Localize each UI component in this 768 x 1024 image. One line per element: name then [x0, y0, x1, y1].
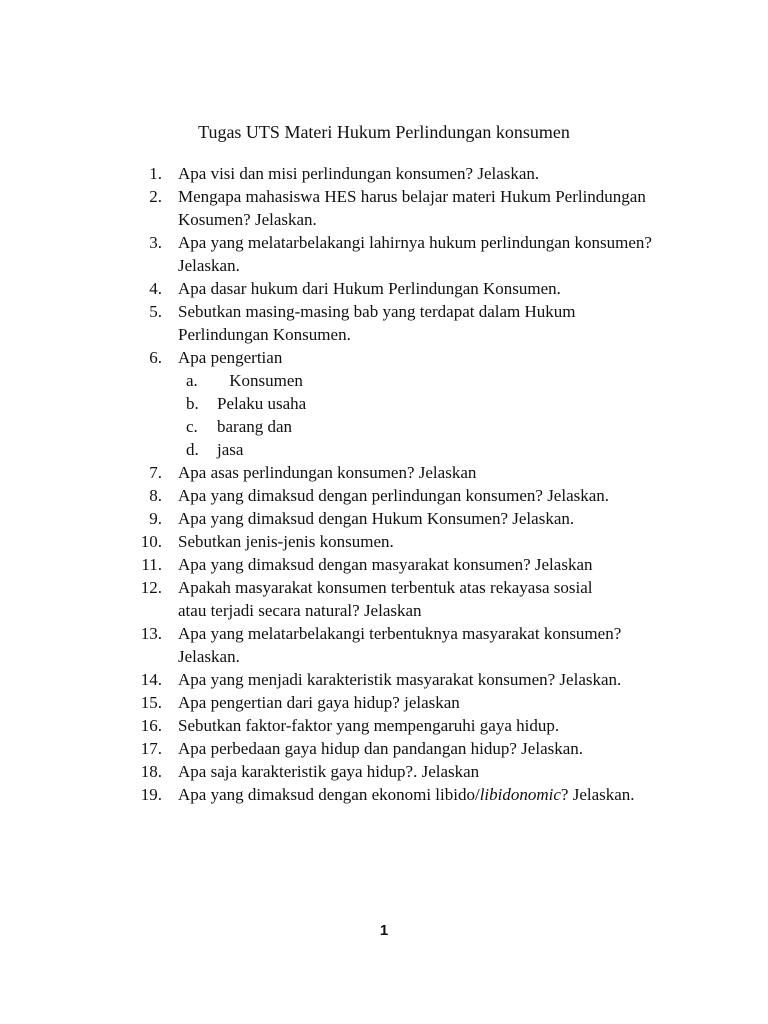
question-text: Mengapa mahasiswa HES harus belajar materi Hukum Perlindungan Kosumen? Jelaskan.	[178, 187, 646, 229]
question-item	[0, 300, 768, 346]
definition-sublist	[186, 369, 768, 461]
question-item	[0, 553, 768, 576]
sublist-text: Konsumen	[225, 371, 303, 390]
sublist-item	[186, 415, 768, 438]
question-item	[0, 185, 768, 231]
question-text	[178, 783, 648, 806]
question-text-part: ? Jelaskan.	[560, 785, 635, 804]
question-number: 15.	[140, 693, 162, 712]
question-number: 3.	[149, 233, 162, 252]
question-text: Apa yang melatarbelakangi terbentuknya masyarakat konsumen? Jelaskan.	[178, 624, 622, 666]
question-number: 16.	[140, 716, 162, 735]
sublist-letter: c.	[186, 417, 198, 436]
question-item	[0, 507, 768, 530]
question-item	[0, 461, 768, 484]
sublist-text: Pelaku usaha	[217, 394, 307, 413]
question-item	[0, 668, 768, 691]
question-list	[0, 162, 768, 806]
question-number: 19.	[140, 785, 162, 804]
question-text: Sebutkan faktor-faktor yang mempengaruhi gaya hidup.	[178, 716, 560, 735]
question-text: Apa dasar hukum dari Hukum Perlindungan Konsumen.	[178, 279, 561, 298]
question-number: 11.	[141, 555, 162, 574]
sublist-text: barang dan	[217, 417, 293, 436]
question-number: 14.	[140, 670, 162, 689]
question-item	[0, 231, 768, 277]
question-number: 2.	[149, 187, 162, 206]
sublist-letter: a.	[186, 371, 198, 390]
question-text: Apa pengertian dari gaya hidup? jelaskan	[178, 693, 460, 712]
question-text: Sebutkan masing-masing bab yang terdapat dalam Hukum Perlindungan Konsumen.	[178, 302, 576, 344]
question-text: Apa yang dimaksud dengan Hukum Konsumen? Jelaskan.	[178, 509, 575, 528]
question-text: Sebutkan jenis-jenis konsumen.	[178, 532, 394, 551]
question-text: Apa pengertian	[178, 348, 283, 367]
question-text: Apa asas perlindungan konsumen? Jelaskan	[178, 463, 477, 482]
sublist-item	[186, 438, 768, 461]
sublist-text: jasa	[217, 440, 244, 459]
question-number: 4.	[149, 279, 162, 298]
question-text: Apakah masyarakat konsumen terbentuk atas rekayasa sosial atau terjadi secara natural? Jelaskan	[178, 578, 593, 620]
document-title: Tugas UTS Materi Hukum Perlindungan konsumen	[198, 122, 570, 142]
question-item	[0, 576, 768, 622]
question-text: Apa perbedaan gaya hidup dan pandangan hidup? Jelaskan.	[178, 739, 584, 758]
question-number: 10.	[140, 532, 162, 551]
question-number: 7.	[149, 463, 162, 482]
sublist-letter: b.	[186, 394, 199, 413]
question-item	[0, 484, 768, 507]
question-text: Apa visi dan misi perlindungan konsumen? Jelaskan.	[178, 164, 540, 183]
question-item	[0, 737, 768, 760]
question-item	[0, 277, 768, 300]
sublist-item	[186, 392, 768, 415]
question-number: 13.	[140, 624, 162, 643]
question-item	[0, 760, 768, 783]
question-item	[0, 691, 768, 714]
question-number: 1.	[149, 164, 162, 183]
question-text: Apa yang dimaksud dengan masyarakat konsumen? Jelaskan	[178, 555, 593, 574]
page-number: 1	[379, 922, 389, 939]
question-text-part: Apa yang dimaksud dengan ekonomi libido/	[178, 785, 480, 804]
question-item	[0, 783, 768, 806]
question-text: Apa yang dimaksud dengan perlindungan konsumen? Jelaskan.	[178, 486, 610, 505]
question-item	[0, 346, 768, 461]
sublist-item	[186, 369, 768, 392]
question-item	[0, 162, 768, 185]
question-item	[0, 530, 768, 553]
question-number: 6.	[149, 348, 162, 367]
question-number: 5.	[149, 302, 162, 321]
question-number: 9.	[149, 509, 162, 528]
question-number: 8.	[149, 486, 162, 505]
question-number: 18.	[140, 762, 162, 781]
sublist-letter: d.	[186, 440, 199, 459]
question-number: 12.	[140, 578, 162, 597]
question-text: Apa saja karakteristik gaya hidup?. Jelaskan	[178, 762, 480, 781]
question-text: Apa yang menjadi karakteristik masyarakat konsumen? Jelaskan.	[178, 670, 622, 689]
question-item	[0, 622, 768, 668]
question-text: Apa yang melatarbelakangi lahirnya hukum perlindungan konsumen? Jelaskan.	[178, 233, 652, 275]
question-number: 17.	[140, 739, 162, 758]
question-text-italic: libidonomic	[479, 785, 561, 804]
question-item	[0, 714, 768, 737]
